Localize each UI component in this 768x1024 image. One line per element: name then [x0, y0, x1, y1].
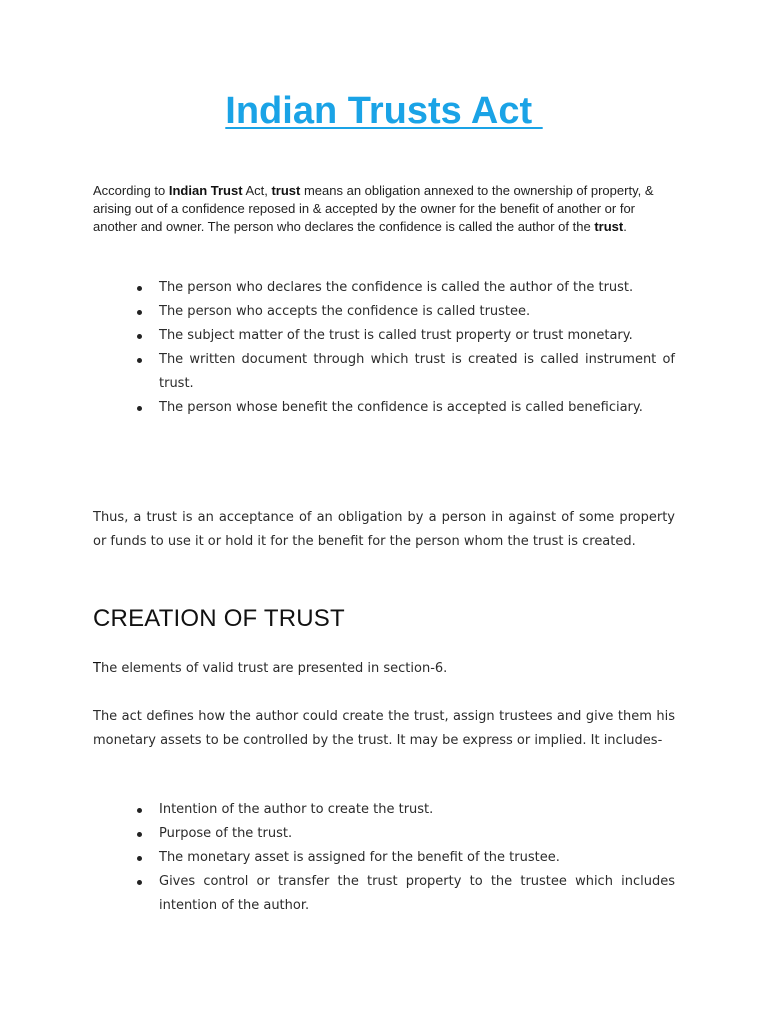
intro-text-3: means an obligation annexed to the ownership of property, & arising out of a confidence reposed in & accepted by the owner for the benefit of another or for another and owner. The person who declares the confidence is called the author of the	[93, 183, 654, 234]
intro-bold-indian-trust: Indian Trust	[168, 183, 243, 198]
intro-bold-trust: trust	[271, 183, 301, 198]
includes-list	[93, 798, 675, 918]
elements-text: he elements of valid trust are presented in section-6.	[100, 661, 448, 676]
intro-text-1: According to	[93, 183, 169, 198]
includes-item-purpose: Purpose of the trust.	[93, 822, 675, 846]
definition-item-trust-property: The subject matter of the trust is called trust property or trust monetary.	[93, 324, 675, 348]
definition-item-instrument: The written document through which trust is created is called instrument of trust.	[93, 348, 675, 396]
definition-item-trustee: The person who accepts the confidence is called trustee.	[93, 300, 675, 324]
intro-text-4: .	[623, 219, 627, 234]
includes-item-monetary-asset: The monetary asset is assigned for the benefit of the trustee.	[93, 846, 675, 870]
elements-initial: T	[93, 661, 101, 676]
intro-paragraph	[93, 182, 675, 236]
intro-text-2: Act,	[242, 183, 272, 198]
act-paragraph: The act defines how the author could create the trust, assign trustees and give them his monetary assets to be controlled by the trust. It may be express or implied. It includes-	[93, 709, 675, 748]
summary-paragraph: Thus, a trust is an acceptance of an obligation by a person in against of some property or funds to use it or hold it for the benefit for the person whom the trust is created.	[93, 510, 675, 549]
definitions-list	[93, 276, 675, 420]
definition-item-author: The person who declares the confidence is called the author of the trust.	[93, 276, 675, 300]
includes-item-intention: Intention of the author to create the trust.	[93, 798, 675, 822]
intro-bold-trust-end: trust	[594, 219, 624, 234]
includes-item-control-transfer: Gives control or transfer the trust property to the trustee which includes intention of the author.	[93, 870, 675, 918]
section-heading-creation-of-trust: CREATION OF TRUST	[93, 605, 345, 632]
document-title: Indian Trusts Act	[225, 90, 543, 132]
definition-item-beneficiary: The person whose benefit the confidence is accepted is called beneficiary.	[93, 396, 675, 420]
elements-paragraph	[93, 657, 675, 681]
